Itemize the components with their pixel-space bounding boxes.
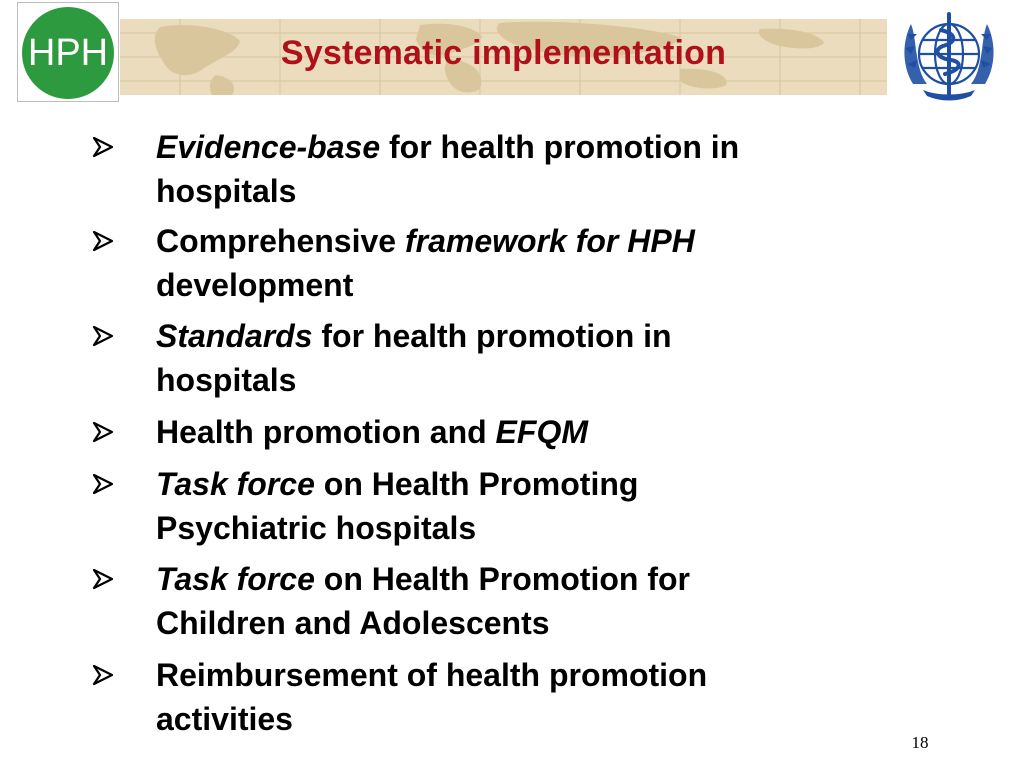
arrow-bullet-icon: [92, 664, 114, 686]
arrow-bullet-icon: [92, 473, 114, 495]
list-item: [92, 557, 892, 645]
bullet-text: Health promotion and EFQM: [156, 414, 588, 450]
bullet-text: Comprehensive framework for HPH development: [156, 223, 695, 303]
list-item: [92, 653, 892, 741]
arrow-bullet-icon: [92, 421, 114, 443]
hph-logo-mark: HPH: [22, 7, 114, 99]
list-item: [92, 462, 892, 550]
list-item: [92, 125, 892, 213]
bullet-text: Task force on Health Promoting Psychiatric hospitals: [156, 466, 639, 546]
arrow-bullet-icon: [92, 568, 114, 590]
arrow-bullet-icon: [92, 230, 114, 252]
bullet-text: Task force on Health Promotion for Children and Adolescents: [156, 561, 690, 641]
arrow-bullet-icon: [92, 136, 114, 158]
bullet-text: Standards for health promotion in hospitals: [156, 318, 672, 398]
list-item: [92, 219, 892, 307]
list-item: [92, 410, 892, 454]
list-item: [92, 314, 892, 402]
bullet-text: Evidence-base for health promotion in hospitals: [156, 129, 740, 209]
arrow-bullet-icon: [92, 325, 114, 347]
page-number: 18: [911, 733, 929, 752]
bullet-text: Reimbursement of health promotion activities: [156, 657, 708, 737]
slide-title: Systematic implementation: [280, 33, 727, 72]
